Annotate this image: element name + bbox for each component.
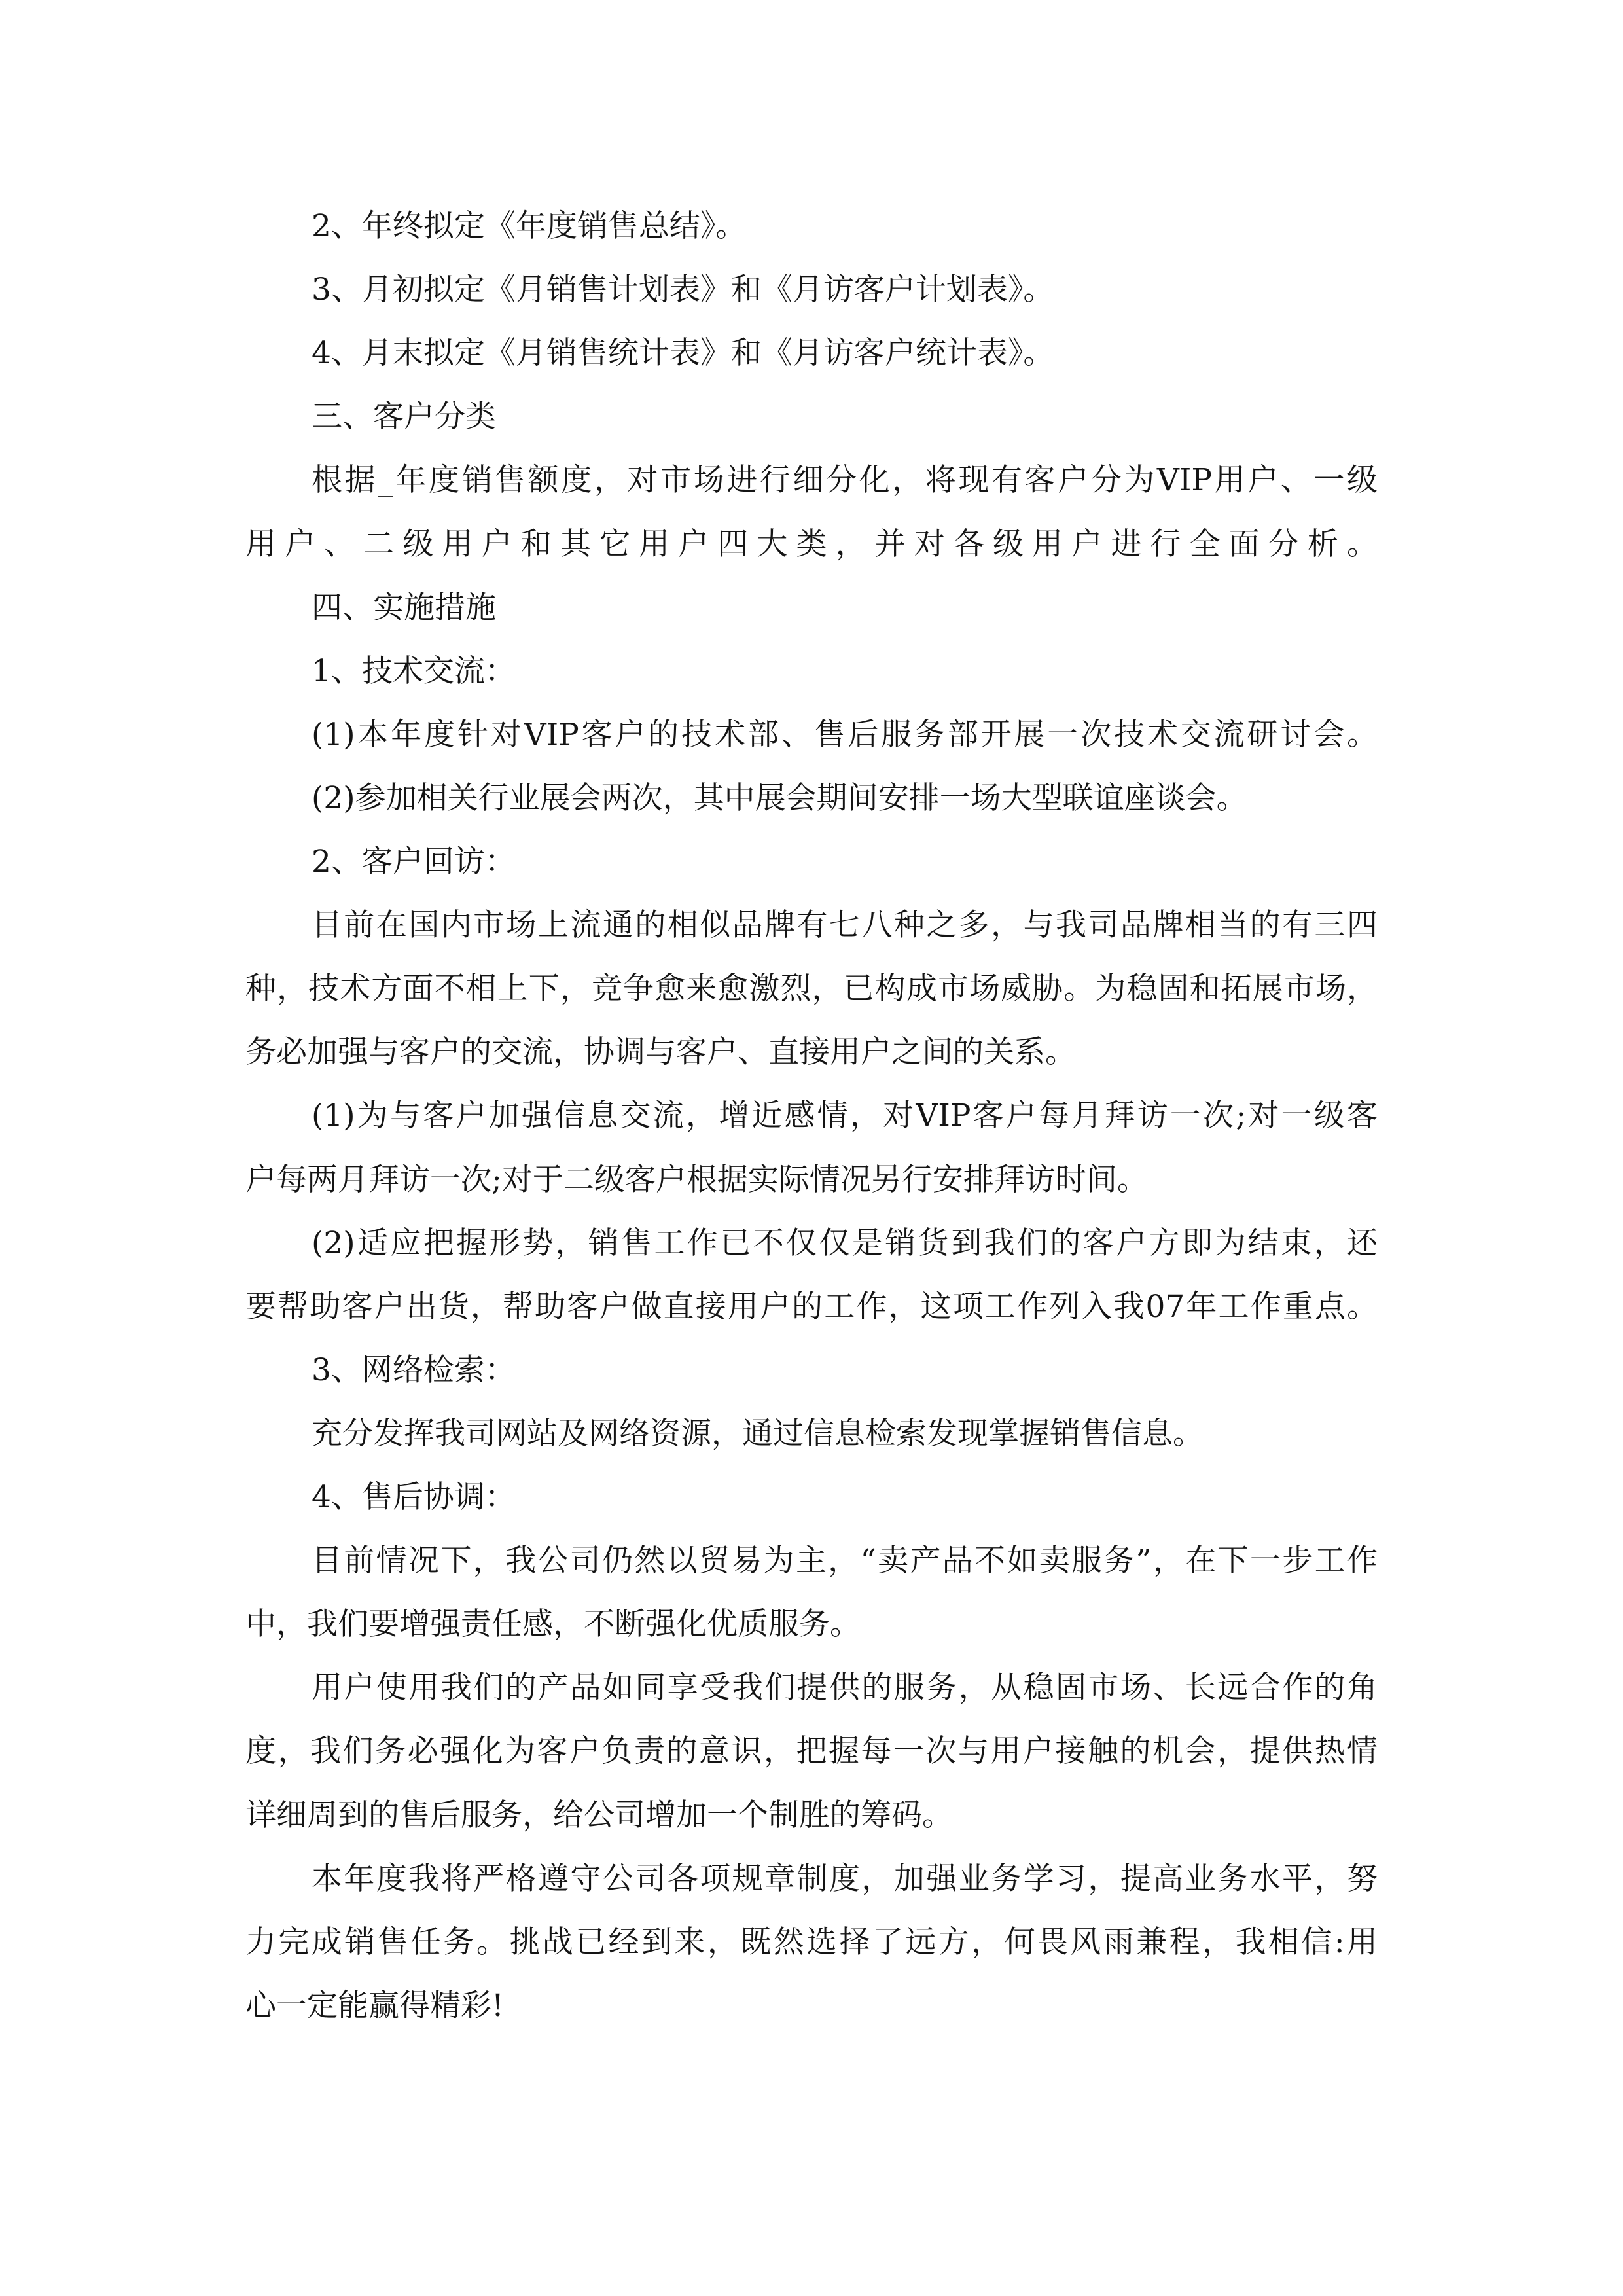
paragraph-line: 本年度我将严格遵守公司各项规章制度，加强业务学习，提高业务水平，努 (312, 1860, 1378, 1897)
paragraph-line: 2、年终拟定《年度销售总结》。 (312, 208, 747, 244)
paragraph-line: 目前情况下，我公司仍然以贸易为主，“卖产品不如卖服务”，在下一步工作 (312, 1543, 1378, 1579)
paragraph-line: 目前在国内市场上流通的相似品牌有七八种之多，与我司品牌相当的有三四 (312, 907, 1378, 944)
paragraph-line: 4、月末拟定《月销售统计表》和《月访客户统计表》。 (312, 335, 1054, 372)
paragraph-line: 3、网络检索： (312, 1352, 516, 1388)
paragraph-line: 度，我们务必强化为客户负责的意识，把握每一次与用户接触的机会，提供热情 (245, 1733, 1378, 1770)
paragraph-line: 1、技术交流： (312, 653, 516, 689)
paragraph-line: 3、月初拟定《月销售计划表》和《月访客户计划表》。 (312, 272, 1054, 308)
paragraph-line: 用户使用我们的产品如同享受我们提供的服务，从稳固市场、长远合作的角 (312, 1670, 1378, 1706)
paragraph-line: 要帮助客户出货，帮助客户做直接用户的工作，这项工作列入我07年工作重点。 (245, 1288, 1378, 1325)
paragraph-line: 详细周到的售后服务，给公司增加一个制胜的筹码。 (245, 1797, 953, 1833)
paragraph-line: (1)本年度针对VIP客户的技术部、售后服务部开展一次技术交流研讨会。 (312, 716, 1378, 753)
paragraph-line: 充分发挥我司网站及网络资源，通过信息检索发现掌握销售信息。 (312, 1415, 1204, 1452)
paragraph-line: (2)适应把握形势，销售工作已不仅仅是销货到我们的客户方即为结束，还 (312, 1225, 1378, 1261)
paragraph-line: 用户、二级用户和其它用户四大类，并对各级用户进行全面分析。 (245, 526, 1378, 562)
paragraph-line: 户每两月拜访一次;对于二级客户根据实际情况另行安排拜访时间。 (245, 1161, 1148, 1198)
paragraph-line: (1)为与客户加强信息交流，增近感情，对VIP客户每月拜访一次;对一级客 (312, 1098, 1378, 1134)
paragraph-line: 2、客户回访： (312, 844, 516, 880)
paragraph-line: 力完成销售任务。挑战已经到来，既然选择了远方，何畏风雨兼程，我相信:用 (245, 1924, 1378, 1960)
paragraph-line: 中，我们要增强责任感，不断强化优质服务。 (245, 1606, 861, 1643)
paragraph-line: 根据_年度销售额度，对市场进行细分化，将现有客户分为VIP用户、一级 (312, 462, 1378, 499)
paragraph-line: 务必加强与客户的交流，协调与客户、直接用户之间的关系。 (245, 1034, 1076, 1071)
paragraph-line: 种，技术方面不相上下，竞争愈来愈激烈，已构成市场威胁。为稳固和拓展市场， (245, 971, 1378, 1007)
paragraph-line: (2)参加相关行业展会两次，其中展会期间安排一场大型联谊座谈会。 (312, 780, 1247, 816)
paragraph-line: 四、实施措施 (312, 589, 496, 626)
paragraph-line: 心一定能赢得精彩! (245, 1987, 504, 2024)
paragraph-line: 三、客户分类 (312, 399, 496, 435)
paragraph-line: 4、售后协调： (312, 1479, 516, 1515)
